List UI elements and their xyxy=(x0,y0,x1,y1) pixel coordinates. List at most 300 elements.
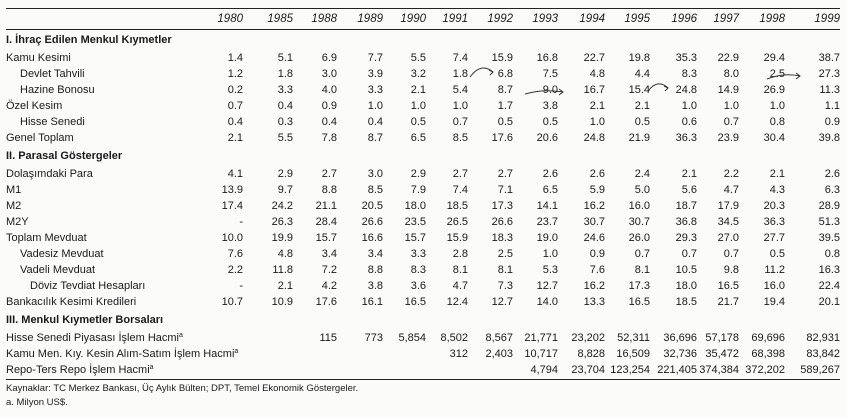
table-cell: 2.1 xyxy=(277,280,293,292)
table-cell: 1.0 xyxy=(589,116,605,128)
table-cell: 36.8 xyxy=(675,216,697,228)
row-label-text: Özel Kesim xyxy=(6,100,63,112)
year-header: 1992 xyxy=(487,13,513,25)
table-cell: 18.7 xyxy=(675,200,697,212)
table-cell: 36.3 xyxy=(675,132,697,144)
table-cell: 8.8 xyxy=(367,264,383,276)
table-cell: 1.7 xyxy=(497,100,513,112)
table-cell: 3.2 xyxy=(410,68,426,80)
table-cell: 15.4 xyxy=(628,84,650,96)
table-cell: 0.7 xyxy=(723,116,739,128)
table-cell: 30.7 xyxy=(583,216,605,228)
table-cell: 0.7 xyxy=(634,248,650,260)
footnote-sources: Kaynaklar: TC Merkez Bankası, Üç Aylık Bülten; DPT, Temel Ekonomik Göstergeler. xyxy=(6,383,359,394)
table-cell: 0.7 xyxy=(723,248,739,260)
table-cell: 35.3 xyxy=(675,52,697,64)
section-title xyxy=(6,33,172,48)
table-cell: 20.6 xyxy=(536,132,558,144)
table-cell: 24.8 xyxy=(675,84,697,96)
table-cell: 2.2 xyxy=(227,264,243,276)
table-cell: 0.4 xyxy=(321,116,337,128)
row-label xyxy=(20,83,95,98)
table-cell: 10.0 xyxy=(221,232,243,244)
table-cell: 11.3 xyxy=(819,84,840,96)
table-row xyxy=(6,363,840,378)
table-cell: 2.7 xyxy=(497,168,513,180)
table-cell: 16.3 xyxy=(818,264,840,276)
table-cell: 3.0 xyxy=(321,68,337,80)
table-cell: 0.5 xyxy=(634,116,650,128)
table-cell: 29.4 xyxy=(763,52,785,64)
table-cell: 8.5 xyxy=(367,184,383,196)
table-cell: 24.6 xyxy=(583,232,605,244)
table-cell: 5.9 xyxy=(589,184,605,196)
table-cell: 17.3 xyxy=(628,280,650,292)
table-cell: 3.3 xyxy=(367,84,383,96)
table-cell: 16,509 xyxy=(616,348,650,360)
table-cell: 3.3 xyxy=(410,248,426,260)
table-cell: 23.9 xyxy=(717,132,739,144)
table-cell: 6.9 xyxy=(321,52,337,64)
table-cell: 19.0 xyxy=(536,232,558,244)
table-cell: 3.0 xyxy=(367,168,383,180)
table-cell: 27.3 xyxy=(818,68,840,80)
table-cell: 18.5 xyxy=(446,200,468,212)
table-cell: 2.8 xyxy=(452,248,468,260)
table-cell: 2.9 xyxy=(277,168,293,180)
section-header-row xyxy=(6,313,840,328)
table-cell: 17.4 xyxy=(221,200,243,212)
table-cell: 57,178 xyxy=(705,332,739,344)
table-cell: 39.5 xyxy=(818,232,840,244)
year-header: 1980 xyxy=(217,13,243,25)
table-row xyxy=(6,199,840,214)
table-cell: 14.9 xyxy=(717,84,739,96)
table-cell: 2.6 xyxy=(589,168,605,180)
table-cell: 2.1 xyxy=(769,168,785,180)
table-cell: 36.3 xyxy=(763,216,785,228)
table-cell: 0.9 xyxy=(321,100,337,112)
table-cell: 7.5 xyxy=(542,68,558,80)
table-cell: 0.6 xyxy=(681,116,697,128)
year-header: 1988 xyxy=(311,13,337,25)
table-cell: 10.9 xyxy=(271,296,293,308)
table-cell: 24.2 xyxy=(271,200,293,212)
table-cell: 51.3 xyxy=(818,216,840,228)
table-cell: 83,842 xyxy=(806,348,840,360)
table-cell: 5.1 xyxy=(277,52,293,64)
table-cell: 5.5 xyxy=(277,132,293,144)
table-cell: 34.5 xyxy=(717,216,739,228)
table-cell: 28.9 xyxy=(818,200,840,212)
table-cell: 26.0 xyxy=(628,232,650,244)
table-cell: 16.8 xyxy=(536,52,558,64)
table-cell: 12.7 xyxy=(491,296,513,308)
table-cell: 20.5 xyxy=(361,200,383,212)
table-cell: 16.5 xyxy=(628,296,650,308)
table-cell: 27.0 xyxy=(717,232,739,244)
table-cell: 13.9 xyxy=(221,184,243,196)
table-cell: 8.3 xyxy=(681,68,697,80)
table-cell: 5.0 xyxy=(634,184,650,196)
table-cell: 0.9 xyxy=(824,116,840,128)
table-cell: 16.2 xyxy=(583,280,605,292)
table-row xyxy=(6,263,840,278)
table-cell: 1.1 xyxy=(824,100,840,112)
table-cell: 15.9 xyxy=(446,232,468,244)
table-cell: 10.7 xyxy=(221,296,243,308)
row-label-text: Vadeli Mevduat xyxy=(20,264,96,276)
table-cell: 21.9 xyxy=(628,132,650,144)
table-cell: 4.2 xyxy=(321,280,337,292)
table-cell: 1.0 xyxy=(542,248,558,260)
row-label xyxy=(6,131,74,146)
table-cell: 21,771 xyxy=(524,332,558,344)
table-cell: 0.7 xyxy=(681,248,697,260)
row-label xyxy=(6,167,93,182)
year-header: 1989 xyxy=(357,13,383,25)
table-cell: 4.7 xyxy=(452,280,468,292)
table-cell: 4.4 xyxy=(634,68,650,80)
table-cell: 26.5 xyxy=(446,216,468,228)
table-cell: 3.8 xyxy=(542,100,558,112)
table-row xyxy=(6,99,840,114)
table-cell: 312 xyxy=(449,348,468,360)
table-cell: 2.7 xyxy=(452,168,468,180)
table-row xyxy=(6,115,840,130)
table-cell: 10.5 xyxy=(675,264,697,276)
table-cell: 23.7 xyxy=(536,216,558,228)
table-cell: 0.2 xyxy=(227,84,243,96)
table-row xyxy=(6,167,840,182)
table-cell: 3.3 xyxy=(277,84,293,96)
table-cell: 14.1 xyxy=(536,200,558,212)
table-cell: 2.5 xyxy=(769,68,785,80)
table-cell: 1.8 xyxy=(452,68,468,80)
table-cell: 3.8 xyxy=(367,280,383,292)
table-cell: 7.6 xyxy=(227,248,243,260)
table-cell: 18.0 xyxy=(404,200,426,212)
table-cell: 374,384 xyxy=(699,364,739,376)
table-row xyxy=(6,331,840,346)
table-cell: 2.1 xyxy=(227,132,243,144)
table-cell: 26.9 xyxy=(763,84,785,96)
top-rule xyxy=(6,8,840,9)
table-row xyxy=(6,247,840,262)
section-header-row xyxy=(6,33,840,48)
table-cell: 0.4 xyxy=(367,116,383,128)
row-label xyxy=(6,215,29,230)
table-cell: 10,717 xyxy=(524,348,558,360)
table-cell: 26.3 xyxy=(271,216,293,228)
table-cell: 0.4 xyxy=(227,116,243,128)
section-title xyxy=(6,149,122,164)
row-label xyxy=(20,115,85,130)
table-cell: 0.5 xyxy=(542,116,558,128)
row-label xyxy=(6,331,183,346)
footnote-marker: a xyxy=(234,348,239,355)
table-row xyxy=(6,51,840,66)
table-cell: 1.8 xyxy=(277,68,293,80)
table-cell: 8.1 xyxy=(497,264,513,276)
table-cell: 4.8 xyxy=(277,248,293,260)
table-cell: 0.7 xyxy=(227,100,243,112)
table-cell: 123,254 xyxy=(610,364,650,376)
footnote-marker: a xyxy=(149,364,154,371)
table-cell: 17.6 xyxy=(315,296,337,308)
row-label-text: Bankacılık Kesimi Kredileri xyxy=(6,296,137,308)
footnote-unit: a. Milyon US$. xyxy=(6,397,68,408)
row-label xyxy=(20,67,85,82)
table-cell: - xyxy=(239,280,243,292)
table-cell: 23,202 xyxy=(571,332,605,344)
table-cell: 8.0 xyxy=(723,68,739,80)
table-cell: 12.7 xyxy=(536,280,558,292)
row-label xyxy=(6,347,238,362)
table-cell: 1.2 xyxy=(227,68,243,80)
table-cell: 18.0 xyxy=(675,280,697,292)
table-cell: 28.4 xyxy=(315,216,337,228)
table-cell: 5.4 xyxy=(452,84,468,96)
footnote-marker: a xyxy=(179,332,183,339)
table-cell: 23.5 xyxy=(404,216,426,228)
row-label-text: Vadesiz Mevduat xyxy=(20,248,104,260)
table-cell: 4.8 xyxy=(589,68,605,80)
row-label-text: Toplam Mevduat xyxy=(6,232,87,244)
year-header: 1996 xyxy=(671,13,697,25)
year-header: 1998 xyxy=(759,13,785,25)
table-cell: 16.5 xyxy=(717,280,739,292)
table-cell: 18.3 xyxy=(491,232,513,244)
table-cell: 1.0 xyxy=(367,100,383,112)
table-cell: 16.5 xyxy=(404,296,426,308)
table-cell: 52,311 xyxy=(617,332,650,344)
table-cell: 372,202 xyxy=(745,364,785,376)
table-cell: 0.8 xyxy=(824,248,840,260)
year-header: 1997 xyxy=(713,13,739,25)
table-cell: 2.6 xyxy=(824,168,840,180)
table-cell: 19.4 xyxy=(763,296,785,308)
table-cell: 7.6 xyxy=(589,264,605,276)
table-cell: 6.5 xyxy=(410,132,426,144)
table-cell: 1.0 xyxy=(452,100,468,112)
table-cell: 20.1 xyxy=(818,296,840,308)
table-row xyxy=(6,347,840,362)
table-cell: 69,696 xyxy=(751,332,785,344)
table-cell: 9.7 xyxy=(277,184,293,196)
table-cell: 7.9 xyxy=(410,184,426,196)
table-cell: 8.8 xyxy=(321,184,337,196)
table-cell: 2.1 xyxy=(681,168,697,180)
row-label xyxy=(6,183,21,198)
row-label-text: I. İhraç Edilen Menkul Kıymetler xyxy=(6,34,172,46)
table-cell: 4.1 xyxy=(227,168,243,180)
table-cell: 0.7 xyxy=(452,116,468,128)
table-row xyxy=(6,279,840,294)
table-cell: 7.4 xyxy=(452,184,468,196)
table-cell: 0.4 xyxy=(277,100,293,112)
year-header: 1991 xyxy=(442,13,468,25)
table-cell: 0.8 xyxy=(769,116,785,128)
table-cell: 39.8 xyxy=(818,132,840,144)
table-cell: 5.3 xyxy=(542,264,558,276)
table-cell: 5.6 xyxy=(681,184,697,196)
table-cell: 82,931 xyxy=(806,332,840,344)
table-cell: 23,704 xyxy=(571,364,605,376)
table-cell: 14.0 xyxy=(536,296,558,308)
table-cell: 12.4 xyxy=(446,296,468,308)
table-cell: 7.1 xyxy=(497,184,513,196)
table-cell: 16.6 xyxy=(361,232,383,244)
table-cell: 18.5 xyxy=(675,296,697,308)
table-cell: 8.1 xyxy=(634,264,650,276)
table-row xyxy=(6,131,840,146)
table-cell: 8.1 xyxy=(452,264,468,276)
table-cell: 0.9 xyxy=(589,248,605,260)
table-cell: 2.5 xyxy=(497,248,513,260)
table-cell: 32,736 xyxy=(663,348,697,360)
table-cell: 26.6 xyxy=(361,216,383,228)
table-cell: 2.1 xyxy=(410,84,426,96)
row-label-text: Devlet Tahvili xyxy=(20,68,85,80)
table-cell: 7.7 xyxy=(367,52,383,64)
year-header: 1999 xyxy=(814,13,840,25)
table-cell: 4,794 xyxy=(530,364,558,376)
table-row xyxy=(6,83,840,98)
table-cell: 1.4 xyxy=(227,52,243,64)
table-cell: 3.4 xyxy=(321,248,337,260)
table-cell: 19.9 xyxy=(271,232,293,244)
table-row xyxy=(6,295,840,310)
row-label xyxy=(6,99,62,114)
row-label-text: Genel Toplam xyxy=(6,132,74,144)
table-cell: 11.8 xyxy=(272,264,293,276)
row-label-text: Repo-Ters Repo İşlem Hacmi xyxy=(6,364,150,376)
table-cell: 22.9 xyxy=(717,52,739,64)
table-cell: 8.7 xyxy=(497,84,513,96)
row-label xyxy=(30,279,145,294)
table-cell: 15.9 xyxy=(491,52,513,64)
table-cell: 17.9 xyxy=(717,200,739,212)
table-cell: 8,502 xyxy=(440,332,468,344)
table-cell: 2.1 xyxy=(589,100,605,112)
table-cell: 16.1 xyxy=(361,296,383,308)
bottom-rule xyxy=(6,379,840,380)
table-cell: 1.0 xyxy=(410,100,426,112)
row-label-text: Döviz Tevdiat Hesapları xyxy=(30,280,146,292)
row-label xyxy=(6,231,87,246)
year-header: 1993 xyxy=(532,13,558,25)
table-cell: 0.3 xyxy=(277,116,293,128)
table-cell: 68,398 xyxy=(751,348,785,360)
table-cell: 4.0 xyxy=(321,84,337,96)
table-cell: 16.0 xyxy=(628,200,650,212)
table-cell: 16.7 xyxy=(583,84,605,96)
table-cell: 2.2 xyxy=(723,168,739,180)
table-cell: 15.7 xyxy=(315,232,337,244)
table-cell: 6.3 xyxy=(824,184,840,196)
table-cell: 30.7 xyxy=(628,216,650,228)
table-cell: 20.3 xyxy=(763,200,785,212)
table-cell: 1.0 xyxy=(769,100,785,112)
table-cell: 19.8 xyxy=(628,52,650,64)
table-cell: 8.7 xyxy=(367,132,383,144)
table-cell: 5,854 xyxy=(398,332,426,344)
table-cell: 1.0 xyxy=(723,100,739,112)
year-header: 1995 xyxy=(624,13,650,25)
table-cell: 589,267 xyxy=(800,364,840,376)
table-cell: 8,828 xyxy=(577,348,605,360)
row-label xyxy=(6,199,21,214)
year-header-row xyxy=(6,12,840,27)
row-label-text: Hisse Senedi Piyasası İşlem Hacmi xyxy=(6,332,180,344)
table-cell: 29.3 xyxy=(675,232,697,244)
row-label xyxy=(6,295,136,310)
table-cell: 30.4 xyxy=(763,132,785,144)
row-label xyxy=(20,247,104,262)
table-cell: 3.9 xyxy=(367,68,383,80)
row-label-text: II. Parasal Göstergeler xyxy=(6,150,123,162)
table-cell: 24.8 xyxy=(583,132,605,144)
section-header-row xyxy=(6,149,840,164)
table-cell: 1.0 xyxy=(681,100,697,112)
table-cell: 0.5 xyxy=(410,116,426,128)
table-cell: 8.3 xyxy=(410,264,426,276)
table-cell: 26.6 xyxy=(491,216,513,228)
table-cell: 3.4 xyxy=(367,248,383,260)
row-label-text: III. Menkul Kıymetler Borsaları xyxy=(6,314,164,326)
table-cell: 17.6 xyxy=(491,132,513,144)
table-cell: 15.7 xyxy=(404,232,426,244)
year-header: 1985 xyxy=(267,13,293,25)
table-cell: 21.7 xyxy=(717,296,739,308)
table-cell: 2.9 xyxy=(410,168,426,180)
section-title xyxy=(6,313,163,328)
row-label xyxy=(6,51,71,66)
row-label xyxy=(20,263,95,278)
row-label-text: M2Y xyxy=(6,216,29,228)
row-label-text: Kamu Kesimi xyxy=(6,52,71,64)
header-rule xyxy=(6,29,840,30)
table-row xyxy=(6,231,840,246)
year-header: 1994 xyxy=(579,13,605,25)
row-label-text: Kamu Men. Kıy. Kesin Alım-Satım İşlem Hacmi xyxy=(6,348,235,360)
table-cell: 7.3 xyxy=(497,280,513,292)
table-cell: 4.7 xyxy=(723,184,739,196)
table-cell: 773 xyxy=(364,332,383,344)
table-cell: 115 xyxy=(319,332,337,344)
table-cell: 221,405 xyxy=(657,364,697,376)
table-cell: 7.2 xyxy=(321,264,337,276)
row-label-text: Hisse Senedi xyxy=(20,116,85,128)
row-label-text: M2 xyxy=(6,200,22,212)
table-cell: 8.5 xyxy=(452,132,468,144)
table-cell: 22.7 xyxy=(583,52,605,64)
table-row xyxy=(6,183,840,198)
row-label-text: Dolaşımdaki Para xyxy=(6,168,93,180)
table-row xyxy=(6,67,840,82)
table-cell: 2.4 xyxy=(634,168,650,180)
table-cell: 0.5 xyxy=(497,116,513,128)
table-cell: 35,472 xyxy=(705,348,739,360)
table-cell: - xyxy=(239,216,243,228)
table-cell: 6.8 xyxy=(497,68,513,80)
table-cell: 38.7 xyxy=(818,52,840,64)
table-cell: 2.7 xyxy=(321,168,337,180)
row-label-text: M1 xyxy=(6,184,22,196)
row-label-text: Hazine Bonosu xyxy=(20,84,95,96)
table-cell: 17.3 xyxy=(491,200,513,212)
